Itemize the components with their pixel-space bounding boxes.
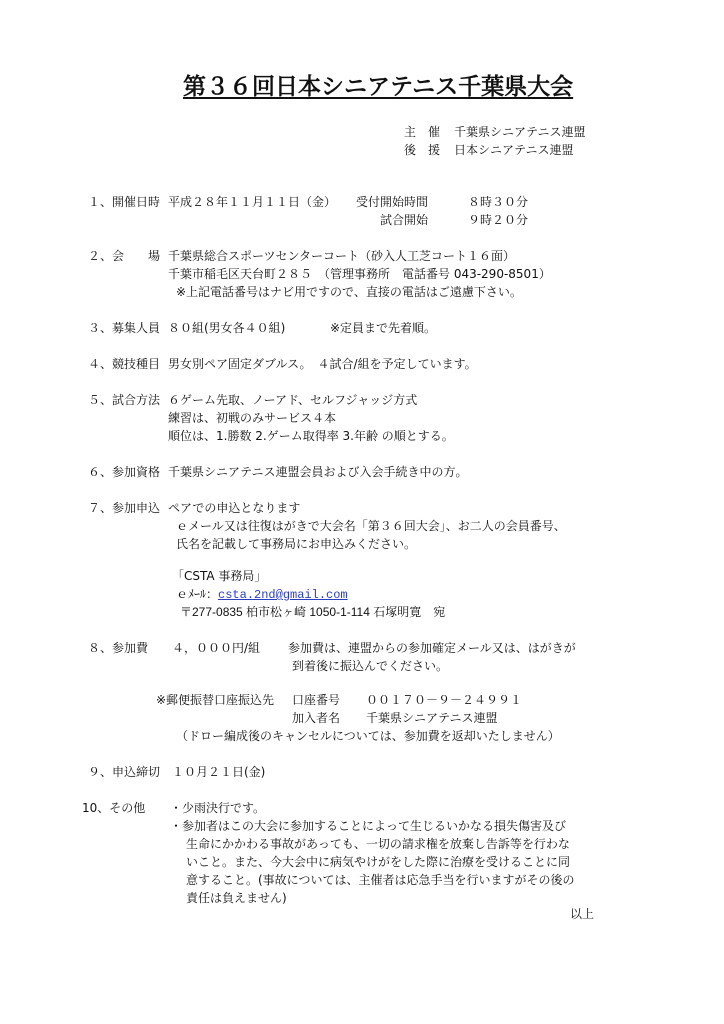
- account-number: ００１７０－９－２４９９１: [366, 693, 523, 707]
- eligibility: 千葉県シニアテニス連盟会員および入会手続き中の方。: [168, 465, 468, 479]
- match-format: ６ゲーム先取、ノーアド、セルフジャッジ方式: [168, 393, 418, 407]
- capacity-note: ※定員まで先着順。: [330, 321, 437, 335]
- section-7-label: ７、参加申込: [88, 501, 161, 515]
- email-line: [176, 586, 348, 603]
- section-4-label: ４、競技種目: [88, 357, 161, 371]
- match-start-label: 試合開始: [380, 213, 429, 227]
- office-name: 「CSTA 事務局」: [172, 569, 267, 583]
- section-10-label: 10、その他: [82, 801, 146, 815]
- host-label: 主 催: [404, 125, 441, 139]
- deadline: １０月２１日(金): [172, 765, 266, 779]
- closing-mark: 以上: [570, 907, 595, 921]
- venue-name: 千葉県総合スポーツセンターコート（砂入人工芝コート１６面）: [168, 249, 516, 263]
- email-link[interactable]: csta.2nd@gmail.com: [218, 588, 348, 602]
- note-liability-3: いこと。また、今大会中に病気やけがをした際に治療を受けることに同: [186, 855, 571, 869]
- match-start-time: ９時２０分: [468, 213, 529, 227]
- note-liability-5: 責任は負えません): [186, 891, 287, 905]
- note-liability-4: 意すること。(事故については、主催者は応急手当を行いますがその後の: [186, 873, 575, 887]
- email-label: ｅﾒｰﾙ：: [176, 587, 219, 601]
- account-number-label: 口座番号: [292, 693, 341, 707]
- warmup-rule: 練習は、初戦のみサービス４本: [168, 411, 337, 425]
- support-label: 後 援: [404, 143, 441, 157]
- cancel-note: （ドロー編成後のキャンセルについては、参加費を返却いたしません）: [176, 729, 560, 743]
- application-method: ｅメール又は往復はがきで大会名「第３６回大会」、お二人の会員番号、: [176, 519, 566, 533]
- section-1-label: １、開催日時: [88, 195, 161, 209]
- page-title: 第３６回日本シニアテニス千葉県大会: [183, 74, 574, 100]
- note-rain: ・少雨決行です。: [170, 801, 266, 815]
- host-name: 千葉県シニアテニス連盟: [454, 125, 586, 139]
- application-intro: ペアでの申込となります: [168, 501, 301, 515]
- venue-address: 千葉市稲毛区天台町２８５ （管理事務所 電話番号 043-290-8501）: [168, 267, 551, 281]
- account-holder-label: 加入者名: [292, 711, 341, 725]
- reception-label: 受付開始時間: [356, 195, 429, 209]
- section-9-label: ９、申込締切: [88, 765, 161, 779]
- ranking-rule: 順位は、1.勝数 2.ゲーム取得率 3.年齢 の順とする。: [168, 429, 454, 443]
- account-heading: ※郵便振替口座振込先: [156, 693, 275, 707]
- note-liability-2: 生命にかかわる事故があっても、一切の請求権を放棄し告訴等を行わな: [186, 837, 570, 851]
- section-6-label: ６、参加資格: [88, 465, 161, 479]
- capacity: ８０組(男女各４０組): [168, 321, 286, 335]
- postal-address: 〒277-0835 柏市松ヶ崎 1050-1-114 石塚明寛 宛: [180, 605, 446, 619]
- venue-phone-note: ※上記電話番号はナビ用ですので、直接の電話はご遠慮下さい。: [176, 285, 522, 299]
- fee-note-2: 到着後に振込んでください。: [292, 659, 449, 673]
- section-5-label: ５、試合方法: [88, 393, 161, 407]
- section-8-label: ８、参加費: [88, 641, 149, 655]
- fee-note-1: 参加費は、連盟からの参加確定メール又は、はがきが: [288, 641, 576, 655]
- account-holder: 千葉県シニアテニス連盟: [366, 711, 498, 725]
- reception-time: ８時３０分: [468, 195, 529, 209]
- support-name: 日本シニアテニス連盟: [454, 143, 574, 157]
- note-liability-1: ・参加者はこの大会に参加することによって生じるいかなる損失傷害及び: [170, 819, 567, 833]
- event-date: 平成２８年１１月１１日（金）: [168, 195, 337, 209]
- section-3-label: ３、募集人員: [88, 321, 161, 335]
- application-method-cont: 氏名を記載して事務局にお申込みください。: [176, 537, 417, 551]
- event-type: 男女別ペア固定ダブルス。 ４試合/組を予定しています。: [168, 357, 477, 371]
- section-2-label: ２、会 場: [88, 249, 161, 263]
- entry-fee: ４，０００円/組: [172, 641, 261, 655]
